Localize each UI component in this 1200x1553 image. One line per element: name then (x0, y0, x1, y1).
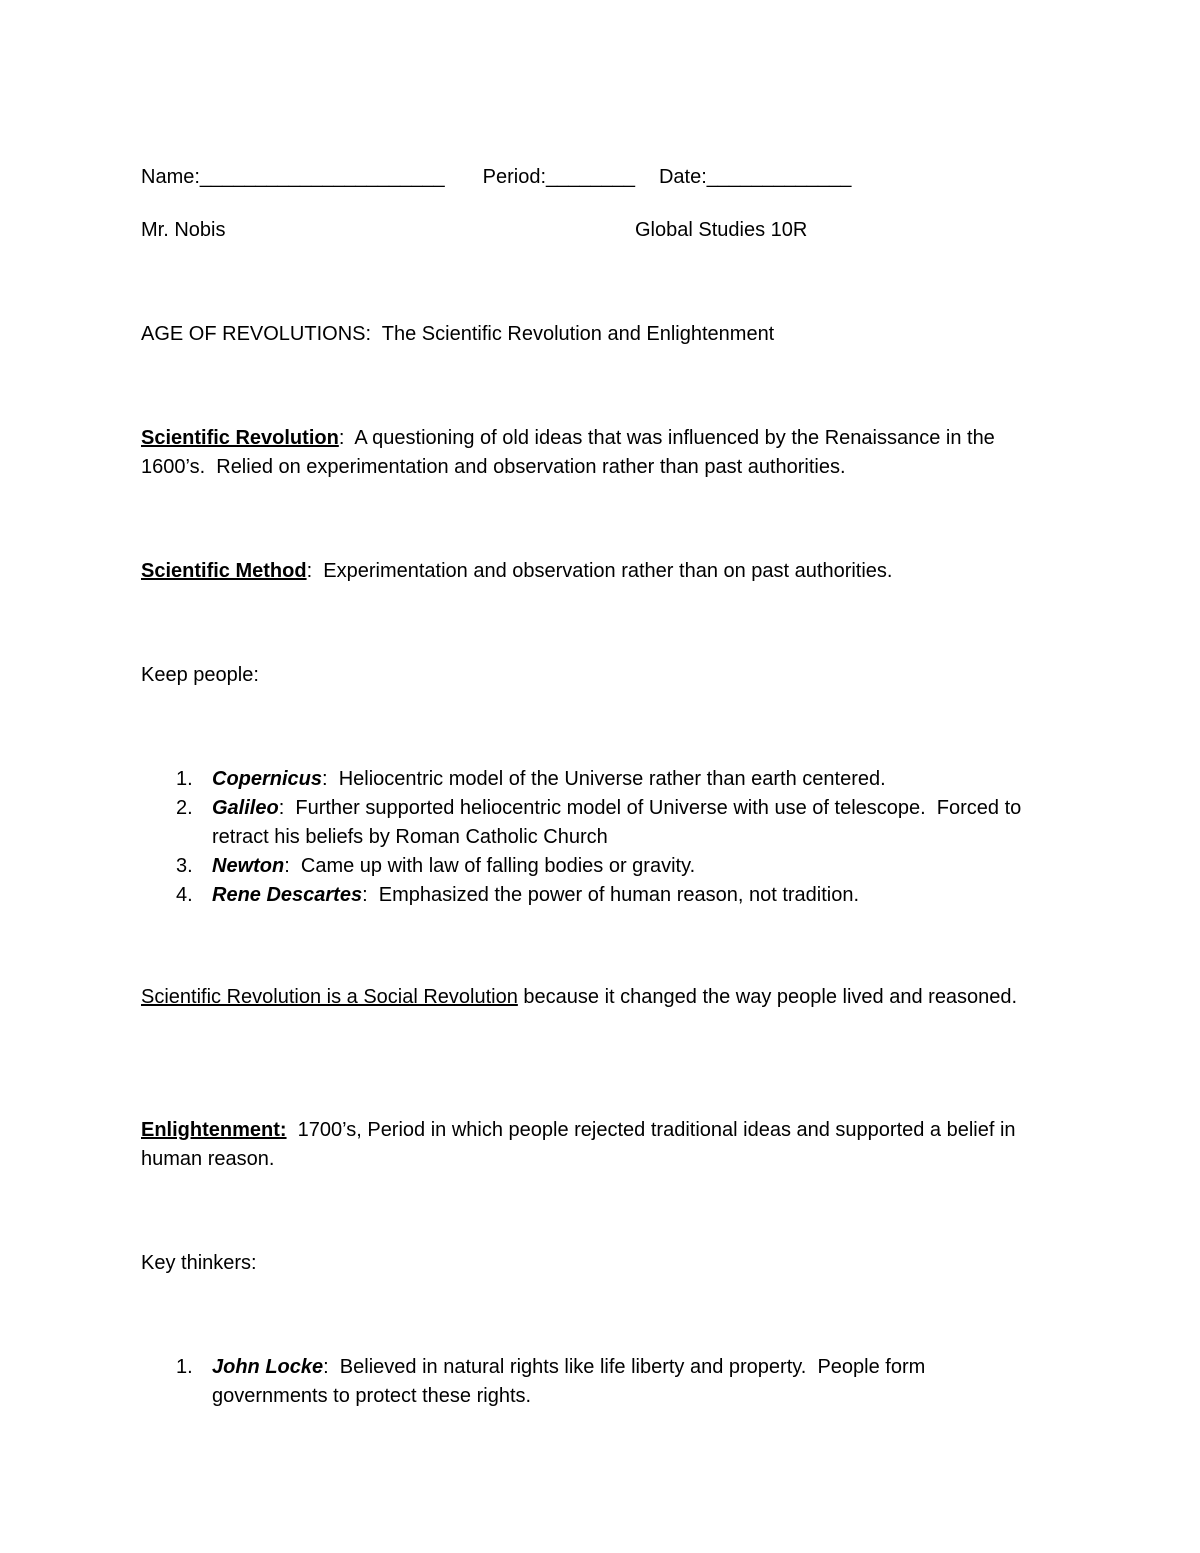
person-description: : Heliocentric model of the Universe rather than earth centered. (322, 768, 886, 790)
list-item (141, 1353, 1041, 1411)
person-name: Copernicus (212, 768, 323, 790)
thinker-description: : Believed in natural rights like life liberty and property. People form governments to protect these rights. (212, 1356, 931, 1407)
person-description: : Further supported heliocentric model of Universe with use of telescope. Forced to retract his beliefs by Roman Catholic Church (212, 797, 1027, 848)
keep-people-list (141, 765, 1041, 910)
enlightenment-definition (141, 1116, 1041, 1174)
person-description: : Emphasized the power of human reason, not tradition. (362, 884, 860, 906)
name-blank: ______________________ (199, 166, 445, 188)
list-item-number: 2. (176, 797, 193, 819)
list-item (141, 881, 1041, 910)
list-item-number: 1. (176, 1356, 193, 1378)
period-blank: ________ (546, 166, 635, 188)
list-item-number: 1. (176, 768, 193, 790)
person-name: Newton (212, 855, 285, 877)
key-thinkers-list (141, 1353, 1041, 1411)
person-description: : Came up with law of falling bodies or gravity. (284, 855, 696, 877)
scientific-method-definition (141, 557, 1041, 586)
period-label: Period: (482, 166, 546, 188)
list-item (141, 852, 1041, 881)
person-name: Rene Descartes (212, 884, 363, 906)
keep-people-label: Keep people: (141, 664, 259, 686)
course-name: Global Studies 10R (635, 219, 808, 241)
teacher-name: Mr. Nobis (141, 219, 226, 241)
date-label: Date: (658, 166, 707, 188)
key-thinkers-label: Key thinkers: (141, 1252, 257, 1274)
page-title: AGE OF REVOLUTIONS: The Scientific Revolution and Enlightenment (141, 323, 775, 345)
scientific-revolution-definition (141, 424, 1041, 482)
date-blank: _____________ (706, 166, 852, 188)
term-scientific-method: Scientific Method (141, 560, 307, 582)
thinker-name: John Locke (212, 1356, 324, 1378)
scientific-method-text: : Experimentation and observation rather than on past authorities. (306, 560, 893, 582)
social-revolution-underlined: Scientific Revolution is a Social Revolution (141, 986, 518, 1008)
list-item (141, 765, 1041, 794)
term-enlightenment: Enlightenment: (141, 1119, 287, 1141)
name-label: Name: (141, 166, 200, 188)
enlightenment-text: 1700’s, Period in which people rejected traditional ideas and supported a belief in human reason. (141, 1119, 1022, 1170)
social-revolution-statement (141, 983, 1041, 1012)
list-item-number: 4. (176, 884, 193, 906)
social-revolution-text: because it changed the way people lived and reasoned. (517, 986, 1018, 1008)
list-item (141, 794, 1041, 852)
term-scientific-revolution: Scientific Revolution (141, 427, 339, 449)
list-item-number: 3. (176, 855, 193, 877)
scientific-revolution-text: : A questioning of old ideas that was influenced by the Renaissance in the 1600’s. Relied on experimentation and observation rather than past authorities. (141, 427, 1001, 478)
student-info-row (141, 163, 851, 192)
person-name: Galileo (212, 797, 279, 819)
